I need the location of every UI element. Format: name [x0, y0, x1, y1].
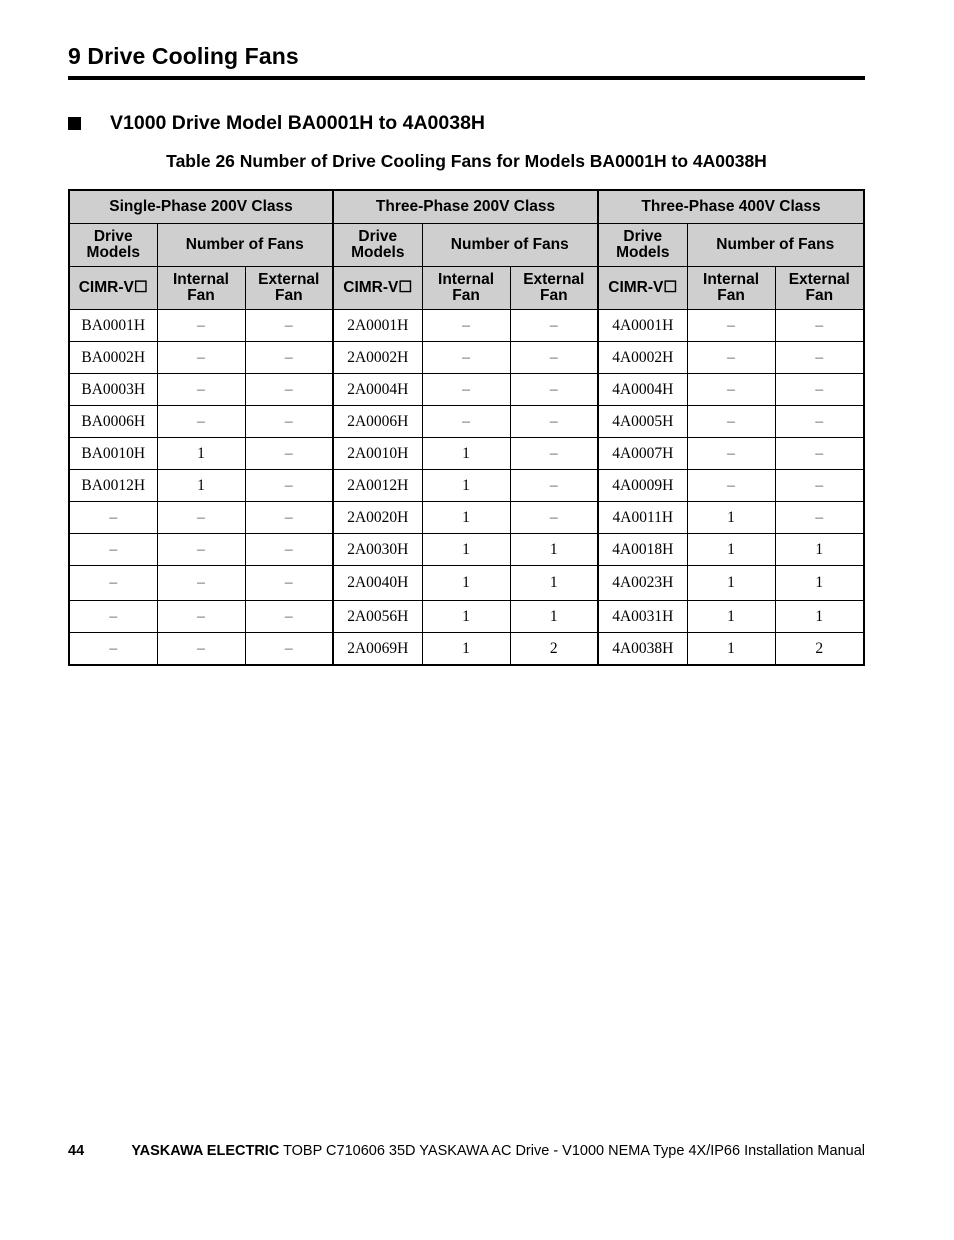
page-header-title: 9 Drive Cooling Fans	[68, 43, 299, 69]
table-cell: 1	[510, 601, 598, 633]
table-cell: –	[510, 502, 598, 534]
table-cell: –	[157, 534, 245, 566]
table-body	[69, 310, 864, 666]
table-cell: 1	[422, 633, 510, 666]
table-cell: –	[510, 406, 598, 438]
number-of-fans-header: Number of Fans	[157, 224, 333, 267]
table-cell: 2A0056H	[333, 601, 422, 633]
table-cell: –	[245, 470, 333, 502]
table-cell: 1	[157, 470, 245, 502]
table-cell: 1	[687, 566, 775, 601]
table-cell: –	[775, 374, 864, 406]
table-cell: –	[69, 534, 157, 566]
table-cell: –	[157, 310, 245, 342]
table-row	[69, 601, 864, 633]
table-cell: –	[687, 374, 775, 406]
class-header-three-200v: Three-Phase 200V Class	[333, 190, 598, 224]
cimr-header: CIMR-V☐	[333, 267, 422, 310]
table-cell: 4A0004H	[598, 374, 687, 406]
table-cell: 2A0040H	[333, 566, 422, 601]
footer-brand: YASKAWA ELECTRIC	[131, 1143, 280, 1159]
table-cell: BA0010H	[69, 438, 157, 470]
table-cell: 1	[422, 502, 510, 534]
table-cell: –	[775, 470, 864, 502]
table-cell: –	[775, 406, 864, 438]
table-cell: –	[69, 566, 157, 601]
table-cell: 1	[687, 534, 775, 566]
table-cell: 1	[510, 566, 598, 601]
table-cell: 2	[510, 633, 598, 666]
table-cell: –	[245, 566, 333, 601]
table-cell: 1	[687, 633, 775, 666]
internal-fan-header: Internal Fan	[687, 267, 775, 310]
table-cell: –	[245, 374, 333, 406]
table-row	[69, 566, 864, 601]
table-cell: –	[69, 601, 157, 633]
table-cell: 4A0023H	[598, 566, 687, 601]
table-cell: –	[157, 633, 245, 666]
page-number: 44	[68, 1143, 85, 1159]
table-row	[69, 470, 864, 502]
table-cell: –	[775, 502, 864, 534]
table-cell: –	[687, 470, 775, 502]
table-cell: –	[157, 342, 245, 374]
table-cell: 4A0001H	[598, 310, 687, 342]
table-cell: 1	[422, 566, 510, 601]
table-row	[69, 633, 864, 666]
external-fan-header: External Fan	[775, 267, 864, 310]
table-row	[69, 438, 864, 470]
table-cell: 1	[687, 502, 775, 534]
table-row	[69, 534, 864, 566]
class-header-three-400v: Three-Phase 400V Class	[598, 190, 864, 224]
table-cell: 1	[422, 601, 510, 633]
table-row	[69, 374, 864, 406]
table-cell: 1	[775, 534, 864, 566]
table-cell: BA0003H	[69, 374, 157, 406]
table-cell: –	[775, 310, 864, 342]
footer-manual-title	[131, 1143, 865, 1159]
table-row	[69, 502, 864, 534]
table-caption: Table 26 Number of Drive Cooling Fans for Models BA0001H to 4A0038H	[166, 151, 767, 171]
table-cell: –	[245, 406, 333, 438]
cooling-fans-table	[68, 189, 865, 666]
table-cell: –	[422, 406, 510, 438]
section-heading-text: V1000 Drive Model BA0001H to 4A0038H	[110, 112, 486, 134]
table-cell: 2A0001H	[333, 310, 422, 342]
section-heading	[68, 112, 485, 135]
table-cell: –	[422, 374, 510, 406]
table-cell: 2A0012H	[333, 470, 422, 502]
table-cell: 2	[775, 633, 864, 666]
internal-fan-header: Internal Fan	[157, 267, 245, 310]
table-cell: 4A0011H	[598, 502, 687, 534]
table-cell: 4A0007H	[598, 438, 687, 470]
table-cell: –	[157, 502, 245, 534]
table-cell: 1	[510, 534, 598, 566]
table-cell: 4A0031H	[598, 601, 687, 633]
table-cell: –	[245, 342, 333, 374]
table-cell: –	[157, 406, 245, 438]
table-cell: 1	[775, 601, 864, 633]
table-cell: 4A0009H	[598, 470, 687, 502]
table-cell: –	[422, 342, 510, 374]
table-cell: BA0002H	[69, 342, 157, 374]
table-cell: –	[245, 438, 333, 470]
table-cell: –	[510, 310, 598, 342]
table-cell: 2A0020H	[333, 502, 422, 534]
cimr-header: CIMR-V☐	[69, 267, 157, 310]
table-cell: 4A0038H	[598, 633, 687, 666]
table-cell: –	[245, 502, 333, 534]
table-cell: –	[510, 374, 598, 406]
table-cell: –	[157, 601, 245, 633]
class-header-single-200v: Single-Phase 200V Class	[69, 190, 333, 224]
header-rule	[68, 76, 865, 80]
table-cell: –	[69, 502, 157, 534]
table-cell: –	[687, 438, 775, 470]
internal-fan-header: Internal Fan	[422, 267, 510, 310]
page-footer	[68, 1143, 865, 1159]
table-cell: BA0001H	[69, 310, 157, 342]
table-cell: –	[245, 310, 333, 342]
table-cell: 1	[157, 438, 245, 470]
table-row	[69, 342, 864, 374]
drive-models-header: Drive Models	[598, 224, 687, 267]
number-of-fans-header: Number of Fans	[687, 224, 864, 267]
table-cell: 1	[687, 601, 775, 633]
table-cell: 4A0005H	[598, 406, 687, 438]
drive-models-header: Drive Models	[69, 224, 157, 267]
table-cell: –	[245, 601, 333, 633]
table-cell: 2A0010H	[333, 438, 422, 470]
table-cell: 2A0006H	[333, 406, 422, 438]
table-cell: –	[510, 438, 598, 470]
table-cell: BA0012H	[69, 470, 157, 502]
table-cell: –	[775, 342, 864, 374]
table-cell: –	[775, 438, 864, 470]
table-cell: 1	[422, 534, 510, 566]
table-cell: –	[687, 406, 775, 438]
table-cell: 2A0069H	[333, 633, 422, 666]
table-cell: –	[687, 310, 775, 342]
external-fan-header: External Fan	[245, 267, 333, 310]
table-cell: –	[157, 566, 245, 601]
table-cell: –	[245, 633, 333, 666]
number-of-fans-header: Number of Fans	[422, 224, 598, 267]
table-cell: 1	[422, 438, 510, 470]
table-row	[69, 310, 864, 342]
cimr-header: CIMR-V☐	[598, 267, 687, 310]
drive-models-header: Drive Models	[333, 224, 422, 267]
table-cell: BA0006H	[69, 406, 157, 438]
table-cell: 1	[422, 470, 510, 502]
table-row	[69, 406, 864, 438]
table-cell: –	[69, 633, 157, 666]
footer-manual-text: TOBP C710606 35D YASKAWA AC Drive - V1000 NEMA Type 4X/IP66 Installation Manual	[279, 1143, 865, 1159]
table-cell: –	[157, 374, 245, 406]
square-bullet-icon	[68, 117, 81, 130]
table-cell: 4A0002H	[598, 342, 687, 374]
table-cell: –	[510, 342, 598, 374]
table-cell: 4A0018H	[598, 534, 687, 566]
table-cell: –	[510, 470, 598, 502]
table-cell: –	[687, 342, 775, 374]
table-cell: 2A0004H	[333, 374, 422, 406]
external-fan-header: External Fan	[510, 267, 598, 310]
table-cell: 2A0030H	[333, 534, 422, 566]
table-cell: –	[245, 534, 333, 566]
table-cell: 1	[775, 566, 864, 601]
table-cell: 2A0002H	[333, 342, 422, 374]
table-cell: –	[422, 310, 510, 342]
